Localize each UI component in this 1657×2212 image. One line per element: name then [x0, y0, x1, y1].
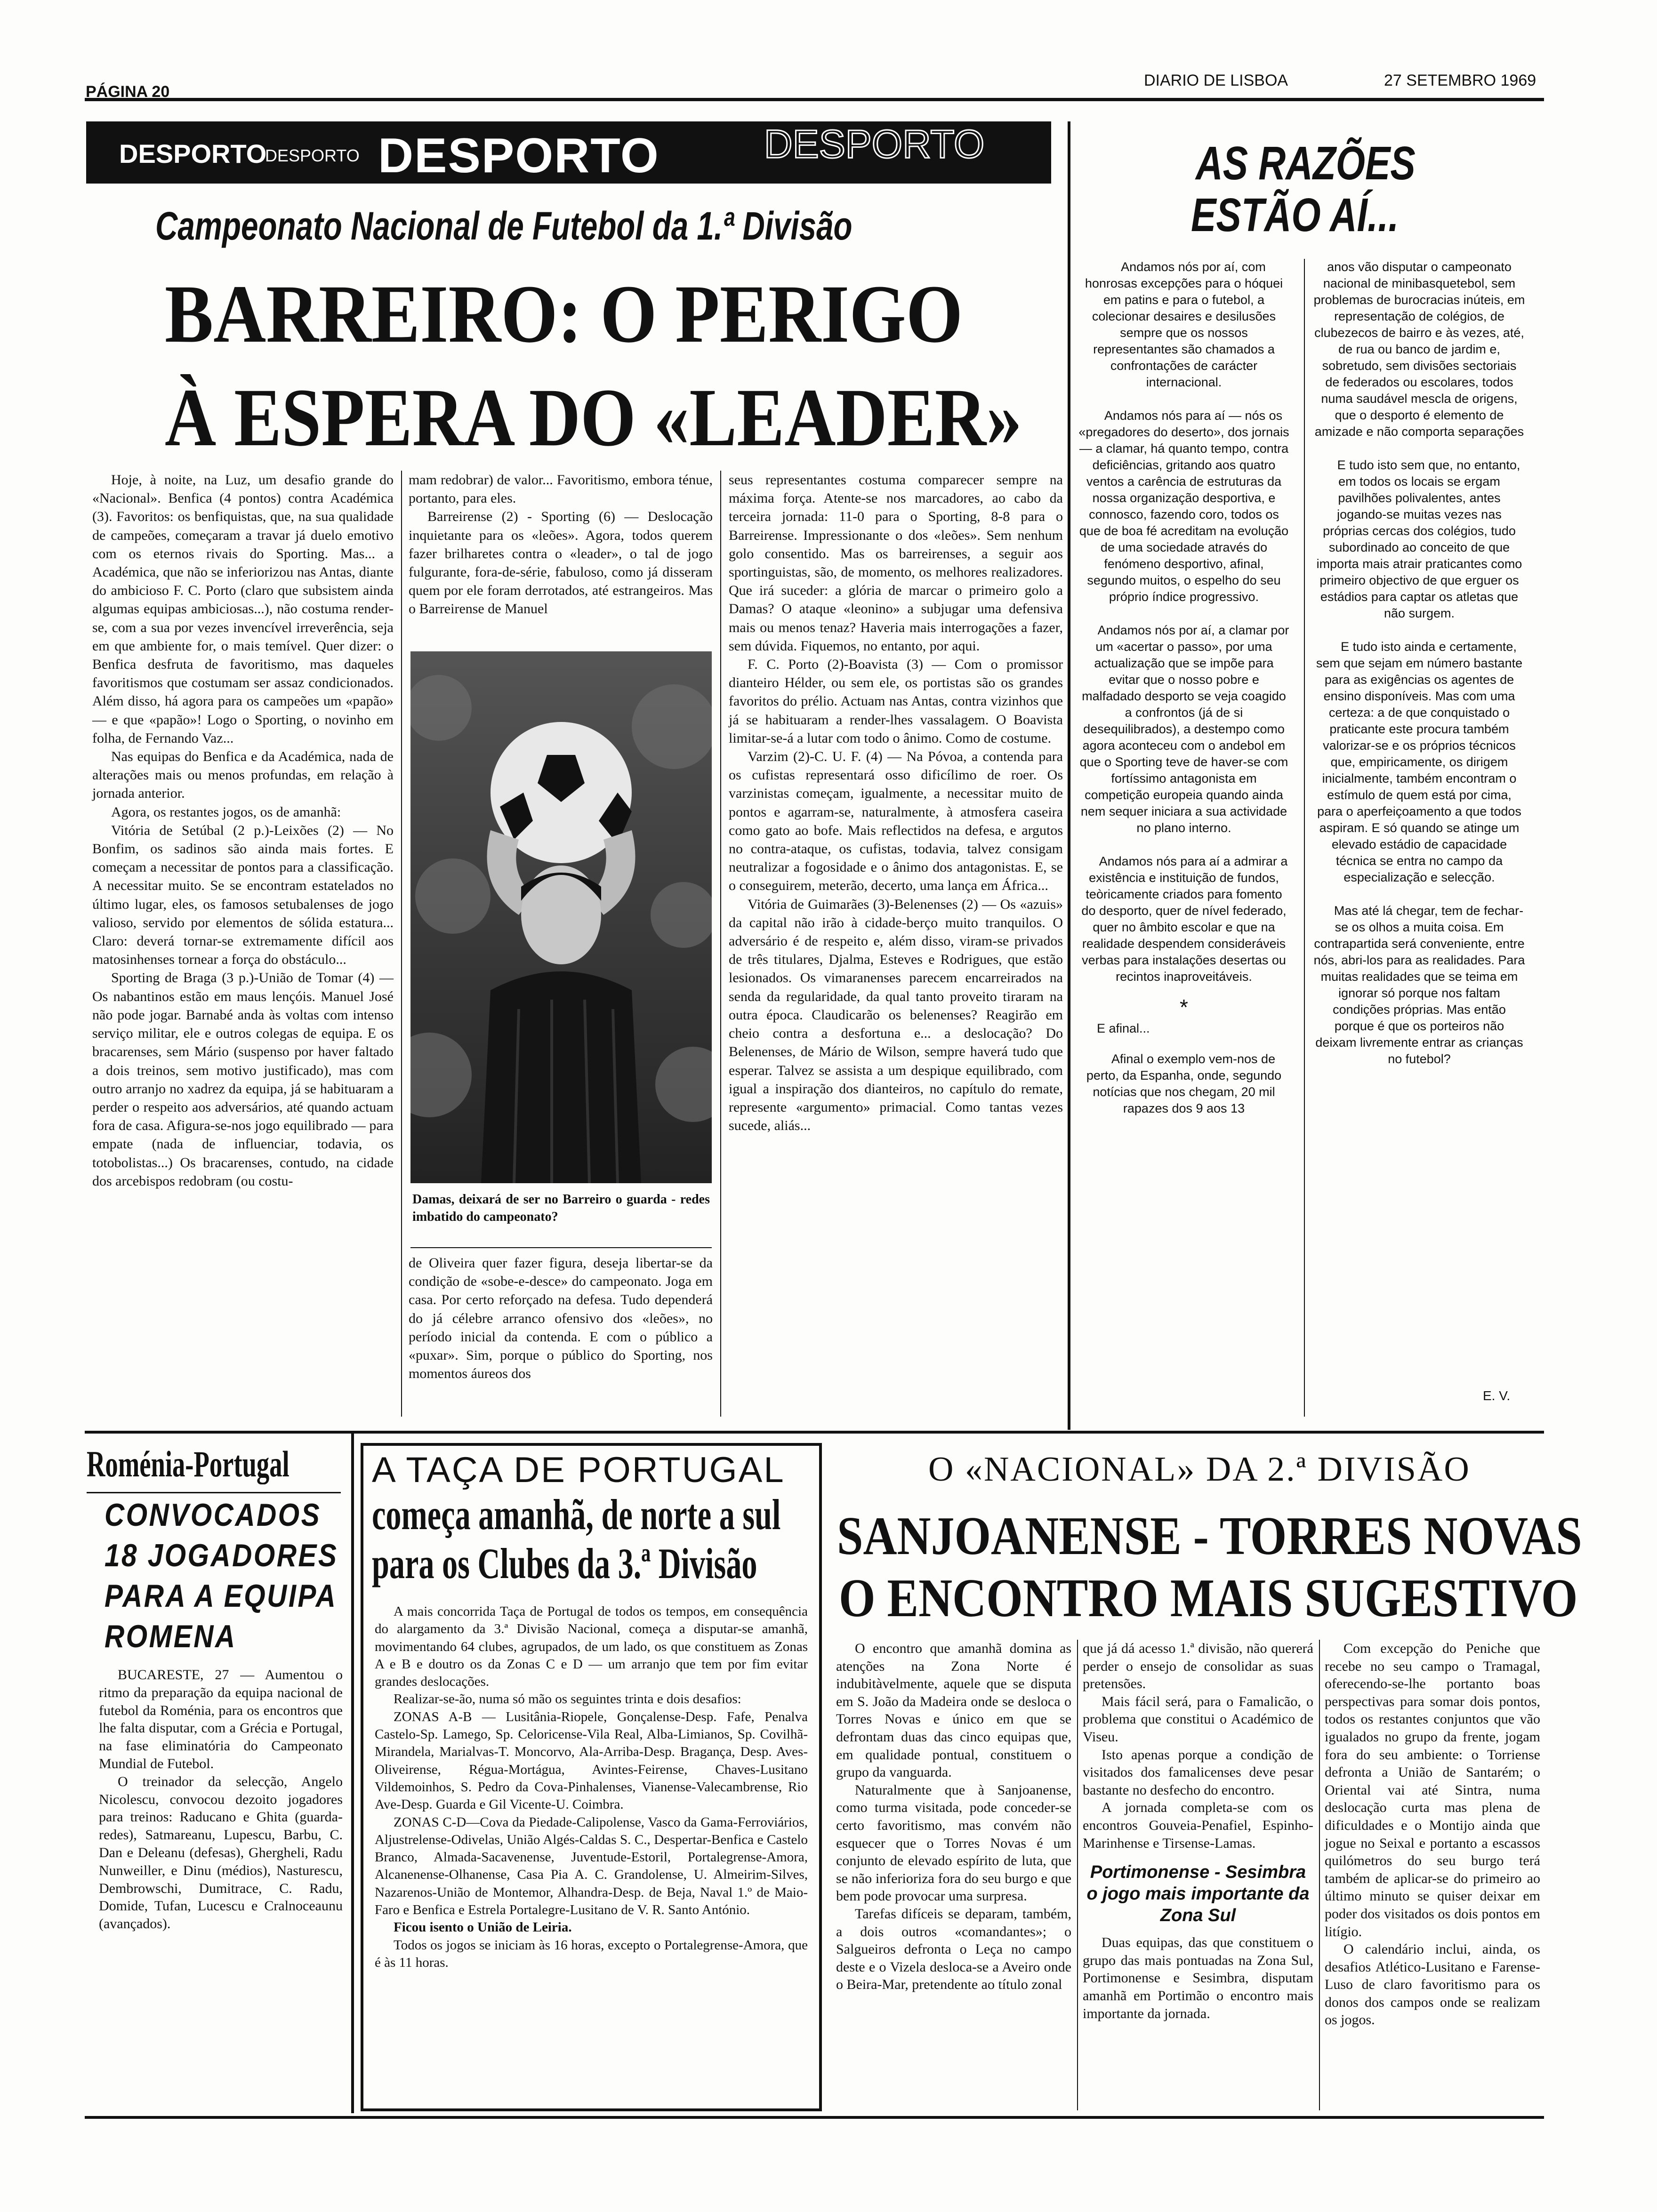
paragraph: A mais concorrida Taça de Portugal de todos os tempos, em consequência do alargamento da 3.ª Divisão Nacional, começa a disputar-se amanhã, movimentando 64 clubes, agrupados, de um lado, os que constituem as Zonas A e B e doutro os da Zonas C e D — um arranjo que tem por fim evitar grandes deslocações.: [375, 1604, 808, 1690]
banner-word-2: DESPORTO: [265, 146, 360, 165]
page-bottom-rule: [85, 2116, 1544, 2119]
segunda-column-3: [1325, 1640, 1540, 2029]
paragraph: Mas até lá chegar, tem de fechar-se os olhos a muita coisa. Em contrapartida será conveniente, entre nós, abri-los para as realidades. Para muitas realidades que se teima em ignorar só porque nos faltam condições próprias. Mas então porque é que os porteiros não deixam livremente entrar as crianças no futebol?: [1313, 904, 1525, 1066]
taca-body: [375, 1603, 808, 1972]
paragraph: O encontro que amanhã domina as atenções na Zona Norte é indubitàvelmente, aquele que se disputa em S. João da Madeira onde se desloca o Torres Novas e único em que se defrontam duas das cinco equipas que, em qualidade pontual, constituem o grupo da vanguarda.: [836, 1641, 1071, 1780]
paragraph: Andamos nós por aí, a clamar por um «acertar o passo», por uma actualização que se impõe para evitar que o nosso pobre e malfadado desporto se veja coagido a confrontos (já de si desequilibrados), a destempo como agora aconteceu com o andebol em que o Sporting teve de haver-se com fortíssimo antagonista em competição europeia quando ainda nem sequer iniciara a sua actividade no plano interno.: [1079, 623, 1289, 835]
paragraph: Realizar-se-ão, numa só mão os seguintes trinta e dois desafios:: [394, 1691, 741, 1707]
segunda-headline-line-1: SANJOANENSE - TORRES NOVAS: [837, 1506, 1582, 1566]
paragraph: ZONAS C-D—Cova da Piedade-Calipolense, Vasco da Gama-Ferroviários, Aljustrelense-Odivelas, União Algés-Caldas S. C., Despertar-Benfica e Castelo Branco, Almada-Sacavenense, Juventude-Estoril, Portalegrense-Amora, Alcanenense-Olhanense, Casa Pia A. C. Grandolense, U. Almeirim-Silves, Nazarenos-União de Montemor, Alhandra-Desp. de Beja, Naval 1.º de Maio-Faro e Benfica e Estrela Portalegre-Lusitano de V. R. Santo António.: [375, 1814, 808, 1918]
goalkeeper-photo: [410, 651, 712, 1183]
paragraph: E afinal...: [1097, 1021, 1150, 1035]
paragraph: E tudo isto sem que, no entanto, em todos os locais se ergam pavilhões polivalentes, antes jogando-se muitas vezes nas próprias cercas dos colégios, tudo subordinado ao conceito de que importa mais atrair praticantes como primeiro objectivo de que erguer os estádios para captar os atletas que não surgem.: [1316, 458, 1522, 620]
paragraph: Andamos nós para aí — nós os «pregadores do deserto», dos jornais — a clamar, há quanto tempo, contra deficiências, gritando aos quatro ventos a carência de estruturas da nossa organização desportiva, e connosco, fazendo coro, todos os que de boa fé acreditam na evolução de uma sociedade através do fenómeno desportivo, afinal, segundo muitos, o espelho do seu próprio índice progressivo.: [1078, 409, 1289, 604]
paragraph: Mais fácil será, para o Famalicão, o problema que constitui o Académico de Viseu.: [1083, 1693, 1313, 1745]
main-article-column-2-bottom: [409, 1254, 713, 1383]
main-article-column-2-top: [409, 471, 713, 618]
banner-word-4: DESPORTO: [764, 122, 985, 166]
masthead-rule: [85, 98, 1544, 101]
match-preview: Varzim (2)-C. U. F. (4) — Na Póvoa, a contenda para os cufistas representará osso dificílimo de roer. Os varzinistas começam, igualmente, a necessitar muito de pontos e agarram-se, naturalmente, à atmosfera caseira como gato ao bofe. Mais reflectidos na defesa, e argutos no contra-ataque, os cufistas, todavia, talvez consigam neutralizar a fogosidade e o ânimo dos antagonistas. E, se o conseguirem, meterão, decerto, uma lança em África...: [729, 749, 1063, 894]
romenia-headline: [105, 1495, 338, 1657]
top-column-rule: [1068, 121, 1070, 1430]
segunda-column-2: [1083, 1640, 1313, 2022]
banner-word-3: DESPORTO: [378, 128, 660, 183]
paragraph: de Oliveira quer fazer figura, deseja libertar-se da condição de «sobe-e-desce» do campeonato. Joga em casa. Por certo reforçado na defesa. Tudo dependerá do já célebre arranco ofensivo dos «leões», no período inicial da contenda. E com o público a «puxar». Sim, porque o público do Sporting, nos momentos áureos dos: [409, 1255, 713, 1382]
paragraph: Andamos nós por aí, com honrosas excepções para o hóquei em patins e para o futebol, a colecionar desaires e desilusões sempre que os nossos representantes são chamados a confrontações de carácter internacional.: [1085, 260, 1283, 389]
taca-headline-line-3: para os Clubes da 3.ª Divisão: [372, 1539, 757, 1587]
match-preview: Barreirense (2) - Sporting (6) — Deslocação inquietante para os «leões». Agora, todos querem fazer brilharetes contra o «leader», o tal de jogo fulgurante, fora-de-série, fabuloso, como já disseram quem por ele foram derrotados, até estrangeiros. Mas o Barreirense de Manuel: [409, 509, 713, 617]
match-preview: Vitória de Setúbal (2 p.)-Leixões (2) — No Bonfim, os sadinos são ainda mais fortes. E começam a necessitar de pontos para a classificação. A necessitar muito. Se se encontram estatelados no último lugar, eles, os famosos setubalenses de jogo valioso, servido por elementos de sólida estatura... Claro: deverá tornar-se extremamente difícil aos matosinhenses tornear a força do obstáculo...: [92, 822, 394, 968]
romenia-kicker: Roménia-Portugal: [87, 1443, 290, 1484]
paragraph: ZONAS A-B — Lusitânia-Riopele, Gonçalense-Desp. Fafe, Penalva Castelo-Sp. Lamego, Sp. Celoricense-Vila Real, Alba-Limianos, Sp. Covilhã-Mirandela, Marialvas-T. Moncorvo, Ala-Arriba-Desp. Bragança, Desp. Aves-Oliveirense, Régua-Mortágua, Avintes-Feirense, Chaves-Lusitano Vildemoinhos, S. Pedro da Cova-Pinhalenses, Vianense-Valecambrense, Rio Ave-Desp. Guarda e Gil Vicente-U. Coimbra.: [375, 1709, 808, 1812]
photo-caption: Damas, deixará de ser no Barreiro o guarda - redes imbatido do campeonato?: [412, 1192, 710, 1224]
segunda-kicker: O «NACIONAL» DA 2.ª DIVISÃO: [928, 1450, 1471, 1489]
paragraph: Naturalmente que à Sanjoanense, como turma visitada, pode conceder-se certo favoritismo, mas convém não esquecer que o Torres Novas é um conjunto de elevado espírito de luta, que se não inferioriza fora do seu burgo e que bem pode provocar uma surpresa.: [836, 1782, 1071, 1904]
paragraph: BUCARESTE, 27 — Aumentou o ritmo da preparação da equipa nacional de futebol da Roménia, para os encontros que lhe falta disputar, com a Grécia e Portugal, na fase eliminatória do Campeonato Mundial de Futebol.: [99, 1667, 343, 1771]
paragraph: Nas equipas do Benfica e da Académica, nada de alterações mais ou menos profundas, em relação à jornada anterior.: [92, 749, 394, 801]
page-date: 27 SETEMBRO 1969: [1384, 72, 1536, 89]
newspaper-name: DIARIO DE LISBOA: [1144, 72, 1288, 89]
taca-headline-line-2: começa amanhã, de norte a sul: [372, 1491, 781, 1539]
caption-rule: [410, 1247, 712, 1248]
section-banner: [86, 121, 1051, 184]
segunda-subhead: Portimonense - Sesimbra o jogo mais importante da Zona Sul: [1086, 1862, 1310, 1926]
romenia-body: [99, 1666, 343, 1933]
bottom-column-rule: [351, 1431, 354, 2113]
match-preview: Vitória de Guimarães (3)-Belenenses (2) — Os «azuis» da capital não irão à cidade-berço muito tranquilos. O adversário é de respeito e, além disso, viram-se privados de três titulares, Djalma, Esteves e Rodrigues, que estão lesionados. Os vimaranenses parecem encarreirados na senda da regularidade, da qual tanto proveito tiraram na outra época. Claudicarão os belenenses? Reagirão em cheio contra a desfortuna e... a deslocação? Do Belenenses, de Mário de Wilson, sempre haverá tudo que esperar. Talvez se assista a um despique equilibrado, com igual a inspiração dos dianteiros, no capítulo do remate, represente «argumento» primacial. Como tantas vezes sucede, aliás...: [729, 896, 1063, 1134]
paragraph: Todos os jogos se iniciam às 16 horas, excepto o Portalegrense-Amora, que é às 11 horas.: [375, 1937, 808, 1970]
photo-image: [410, 651, 712, 1183]
paragraph: A jornada completa-se com os encontros Gouveia-Penafiel, Espinho-Marinhense e Tirsense-Lamas.: [1083, 1800, 1313, 1851]
paragraph: Andamos nós para aí a admirar a existência e instituição de fundos, teòricamente criados para fomento do desporto, quer de nível federado, quer no âmbito escolar e que na realidade despendem consideráveis verbas para instalações desertas ou recintos inaproveitáveis.: [1081, 854, 1288, 984]
headline-line: ROMENA: [105, 1619, 237, 1654]
paragraph: mam redobrar) de valor... Favoritismo, embora ténue, portanto, para eles.: [409, 472, 713, 506]
paragraph: Isto apenas porque a condição de visitados dos famalicenses deve pesar bastante no desfecho do encontro.: [1083, 1747, 1313, 1798]
paragraph: que já dá acesso 1.ª divisão, não quererá perder o ensejo de consolidar as suas pretensões.: [1083, 1641, 1313, 1692]
section-divider: [85, 1431, 1544, 1434]
banner-word-1: DESPORTO: [119, 139, 267, 168]
paragraph: O treinador da selecção, Angelo Nicolescu, convocou dezoito jogadores para treinos: Raducano e Ghita (guarda-redes), Satmareanu, Lupescu, Barbu, C. Dan e Deleanu (defesas), Ghergheli, Radu Nunweiller, e Dinu (médios), Nasturescu, Dembrowschi, Dumitrace, C. Radu, Domide, Tufan, Lucescu e Cralnoceaunu (avançados).: [99, 1773, 343, 1932]
column-rule: [1077, 1640, 1078, 2110]
editorial-title-line-2: ESTÃO AÍ...: [1191, 189, 1399, 241]
paragraph: E tudo isto ainda e certamente, sem que sejam em número bastante para as exigências os agentes de ensino disponíveis. Mas com uma certeza: a de que conquistado o praticante este procura também valorizar-se e os próprios técnicos que, empiricamente, os dirigem inicialmente, também encontram o estímulo de quem está por cima, para o aperfeiçoamento a que todos aspiram. E só quando se atinge um elevado estádio de capacidade técnica se entra no campo da especialização e selecção.: [1316, 640, 1523, 884]
column-rule: [1319, 1640, 1320, 2110]
paragraph: anos vão disputar o campeonato nacional de minibasquetebol, sem problemas de burocracias inúteis, em representação de colégios, de clubezecos de bairro e às vezes, até, de rua ou banco de jardim e, sobretudo, sem divisões sectoriais de federados ou escolares, todos numa saudável mescla de origens, que o desporto é elemento de amizade e não comporta separações: [1313, 260, 1525, 439]
taca-headline-line-1: A TAÇA DE PORTUGAL: [372, 1450, 785, 1490]
kicker-rule: [87, 1492, 341, 1493]
paragraph: Tarefas difíceis se deparam, também, a dois outros «comandantes»; o Salgueiros defronta o Leça no campo deste e o Vizela desloca-se a Aveiro onde o Beira-Mar, pretendente ao título zonal: [836, 1906, 1071, 1993]
match-preview: F. C. Porto (2)-Boavista (3) — Com o promissor dianteiro Hélder, ou sem ele, os portistas são os grandes favoritos do prélio. Actuam nas Antas, contra vizinhos que já se habituaram a render-lhes vassalagem. O Boavista limitar-se-á a lutar com todo o ânimo. Como de costume.: [729, 657, 1063, 746]
segunda-column-1: [836, 1640, 1071, 1994]
editorial-column-rule: [1304, 259, 1305, 1417]
headline-line: 18 JOGADORES: [105, 1538, 338, 1573]
paragraph: O calendário inclui, ainda, os desafios Atlético-Lusitano e Farense-Luso de claro favoritismo para os donos dos campos onde se realizam os jogos.: [1325, 1941, 1540, 2028]
paragraph: Ficou isento o União de Leiria.: [394, 1920, 572, 1935]
paragraph: Agora, os restantes jogos, os de amanhã:: [111, 804, 341, 820]
headline-line: CONVOCADOS: [105, 1497, 322, 1533]
segunda-headline-line-2: O ENCONTRO MAIS SUGESTIVO: [839, 1568, 1578, 1628]
paragraph: Hoje, à noite, na Luz, um desafio grande do «Nacional». Benfica (4 pontos) contra Académica (3). Favoritos: os benfiquistas, que, na sua qualidade de campeões, começaram a travar já duelo emotivo com os eternos rivais do Sporting. Mas... a Académica, que não se inferiorizou nas Antas, diante do ambicioso F. C. Porto (claro que subsistem ainda algumas equipas ambiciosas...), não costuma render-se, com a sua por vezes invencível irreverência, seja em que ambiente for, o mais temível. Quer dizer: o Benfica desfruta de favoritismo, mas daqueles favoritismos que costumam ser assaz condicionados. Além disso, há agora para os campeões um «papão» — e que «papão»! Logo o Sporting, o novinho em folha, de Fernando Vaz...: [92, 472, 394, 746]
editorial-signature: E. V.: [1483, 1388, 1511, 1403]
editorial-title-line-1: AS RAZÕES: [1196, 137, 1416, 190]
main-article-column-1: [92, 471, 394, 1190]
paragraph: Duas equipas, das que constituem o grupo das mais pontuadas na Zona Sul, Portimonense e Sesimbra, disputam amanhã em Portimão o encontro mais importante da jornada.: [1083, 1935, 1313, 2021]
editorial-column-right: [1313, 259, 1525, 1067]
headline-line: PARA A EQUIPA: [105, 1578, 338, 1614]
paragraph: seus representantes costuma comparecer sempre na máxima força. Atente-se nos marcadores, ao cabo da terceira jornada: 11-0 para o Sporting, 8-8 para o Barreirense. Impressionante o dos «leões». Sem nenhum golo consentido. Mas os barreirenses, a seguir aos sportinguistas, são, de momento, os melhores realizadores. Que irá suceder: a glória de marcar o primeiro golo a Damas? O ataque «leonino» a subjugar uma defensiva mais ou menos tenaz? Haveria mais interrogações a fazer, sem dúvida. Fiquemos, no entanto, por aqui.: [729, 472, 1063, 654]
page-number: PÁGINA 20: [86, 83, 170, 101]
main-headline-line-2: À ESPERA DO «LEADER»: [165, 372, 1022, 464]
main-kicker: Campeonato Nacional de Futebol da 1.ª Divisão: [155, 204, 853, 248]
paragraph: Afinal o exemplo vem-nos de perto, da Espanha, onde, segundo notícias que nos chegam, 20 mil rapazes dos 9 aos 13: [1086, 1052, 1282, 1115]
separator-asterisk: *: [1180, 995, 1188, 1019]
paragraph: Com excepção do Peniche que recebe no seu campo o Tramagal, oferecendo-se-lhe portanto boas perspectivas para somar dois pontos, todos os restantes conjuntos que vão igualados no grupo da frente, jogam fora do seu ambiente: o Torriense defronta a União de Santarém; o Oriental vai até Sintra, numa deslocação curta mas plena de dificuldades e o Montijo ainda que jogue no Seixal e portanto a escassos quilómetros do seu burgo terá também de aplicar-se do primeiro ao último minuto se quiser deixar em poder dos visitados os dois pontos em litígio.: [1325, 1641, 1540, 1940]
column-rule: [401, 471, 402, 1417]
main-article-column-3: [729, 471, 1063, 1135]
editorial-column-left: [1078, 259, 1290, 1117]
main-headline-line-1: BARREIRO: O PERIGO: [165, 268, 963, 360]
column-rule: [720, 471, 721, 1417]
match-preview: Sporting de Braga (3 p.)-União de Tomar (4) — Os nabantinos estão em maus lençóis. Manuel José não pode jogar. Barnabé anda às voltas com intenso serviço militar, ele e outros colegas de equipa. E os bracarenses, sem Mário (suspenso por haver faltado a dois treinos, sem motivo justificado), mas com outro arranjo no xadrez da equipa, já se habituaram a perder o respeito aos adversários, até quando actuam fora de casa. Afigura-se-nos jogo equilibrado — para empate (nada de influenciar, todavia, os totobolistas...) Os bracarenses, contudo, na cidade dos arcebispos redobram (ou costu-: [92, 970, 394, 1189]
